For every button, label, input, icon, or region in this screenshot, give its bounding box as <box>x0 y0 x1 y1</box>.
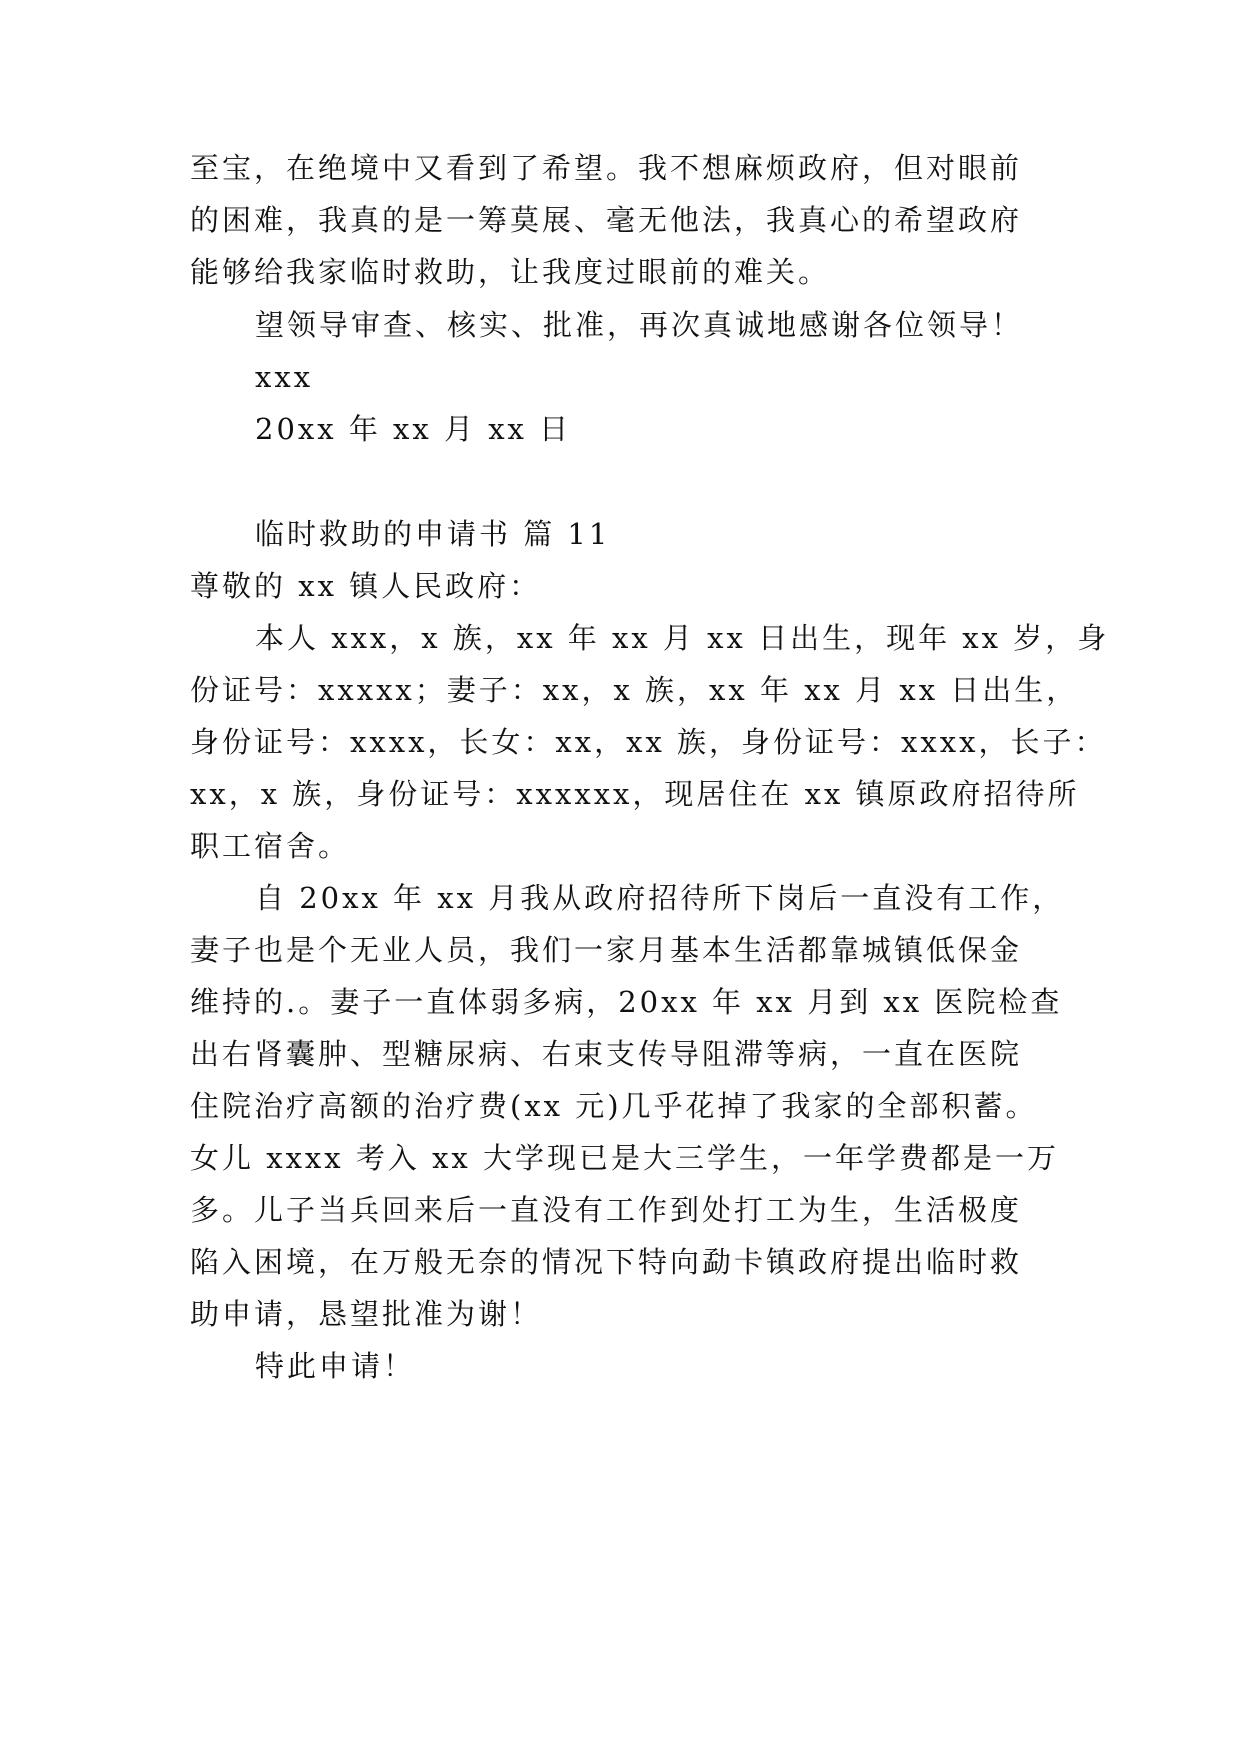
paragraph-line: 至宝，在绝境中又看到了希望。我不想麻烦政府，但对眼前 <box>190 151 1023 185</box>
salutation: 尊敬的 xx 镇人民政府： <box>190 569 542 603</box>
paragraph-line: xx，x 族，身份证号：xxxxxx，现居住在 xx 镇原政府招待所 <box>190 777 1080 811</box>
closing-line: 特此申请！ <box>255 1349 416 1383</box>
section-title: 临时救助的申请书 篇 11 <box>255 517 611 551</box>
signature-date: 20xx 年 xx 月 xx 日 <box>255 412 572 446</box>
closing-line: 望领导审查、核实、批准，再次真诚地感谢各位领导！ <box>255 308 1024 342</box>
signature-name: xxx <box>255 360 314 394</box>
paragraph-line: 妻子也是个无业人员，我们一家月基本生活都靠城镇低保金 <box>190 933 1023 967</box>
paragraph-line: 自 20xx 年 xx 月我从政府招待所下岗后一直没有工作， <box>255 881 1065 915</box>
paragraph-line: 陷入困境，在万般无奈的情况下特向勐卡镇政府提出临时救 <box>190 1245 1023 1279</box>
paragraph-line: 助申请，恳望批准为谢！ <box>190 1297 543 1331</box>
paragraph-line: 能够给我家临时救助，让我度过眼前的难关。 <box>190 255 831 289</box>
paragraph-line: 女儿 xxxx 考入 xx 大学现已是大三学生，一年学费都是一万 <box>190 1141 1060 1175</box>
paragraph-line: 维持的.。妻子一直体弱多病，20xx 年 xx 月到 xx 医院检查 <box>190 985 1063 1019</box>
paragraph-line: 份证号：xxxxx；妻子：xx，x 族，xx 年 xx 月 xx 日出生， <box>190 673 1079 707</box>
paragraph-line: 住院治疗高额的治疗费(xx 元)几乎花掉了我家的全部积蓄。 <box>190 1089 1038 1123</box>
paragraph-line: 多。儿子当兵回来后一直没有工作到处打工为生，生活极度 <box>190 1193 1023 1227</box>
paragraph-line: 出右肾囊肿、型糖尿病、右束支传导阻滞等病，一直在医院 <box>190 1037 1023 1071</box>
paragraph-line: 身份证号：xxxx，长女：xx，xx 族，身份证号：xxxx，长子： <box>190 725 1107 759</box>
paragraph-line: 本人 xxx，x 族，xx 年 xx 月 xx 日出生，现年 xx 岁，身 <box>255 621 1110 655</box>
paragraph-line: 职工宿舍。 <box>190 829 351 863</box>
paragraph-line: 的困难，我真的是一筹莫展、毫无他法，我真心的希望政府 <box>190 203 1023 237</box>
